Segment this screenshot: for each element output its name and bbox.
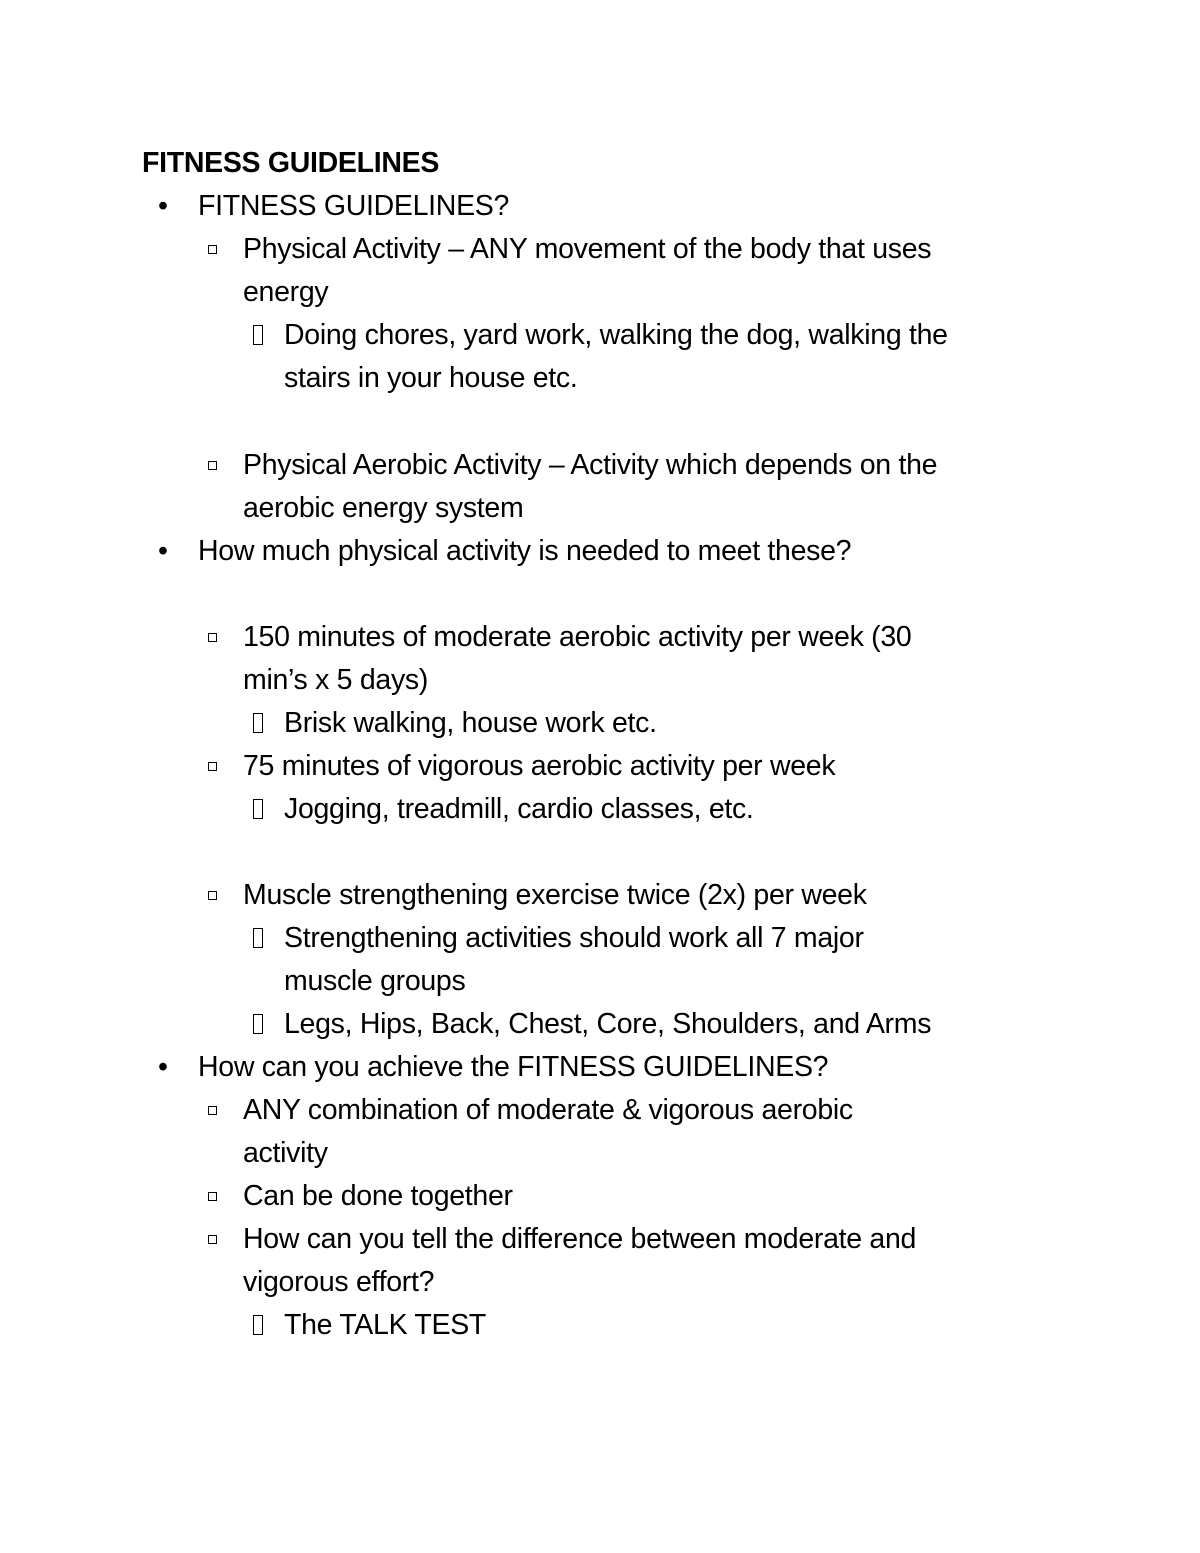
missing-glyph-bullet-icon <box>253 1003 265 1046</box>
square-bullet-icon <box>208 1175 220 1218</box>
list-item-continuation: muscle groups <box>284 965 466 997</box>
bullet-icon: • <box>158 535 168 567</box>
square-bullet-icon <box>208 616 220 659</box>
list-item: How can you achieve the FITNESS GUIDELINES? <box>198 1051 829 1083</box>
square-bullet-icon <box>208 745 220 788</box>
list-item: Doing chores, yard work, walking the dog, walking the <box>284 319 948 351</box>
list-item-continuation: aerobic energy system <box>243 492 524 524</box>
square-bullet-icon <box>208 1089 220 1132</box>
missing-glyph-bullet-icon <box>253 702 265 745</box>
list-item-continuation: stairs in your house etc. <box>284 362 578 394</box>
list-item: 150 minutes of moderate aerobic activity per week (30 <box>243 621 912 653</box>
list-item: 75 minutes of vigorous aerobic activity per week <box>243 750 836 782</box>
list-item-continuation: min’s x 5 days) <box>243 664 429 696</box>
list-item: ANY combination of moderate & vigorous aerobic <box>243 1094 853 1126</box>
square-bullet-icon <box>208 444 220 487</box>
list-item: Physical Aerobic Activity – Activity which depends on the <box>243 449 938 481</box>
list-item: Brisk walking, house work etc. <box>284 707 657 739</box>
list-item: Legs, Hips, Back, Chest, Core, Shoulders, and Arms <box>284 1008 932 1040</box>
list-item-continuation: activity <box>243 1137 328 1169</box>
square-bullet-icon <box>208 1218 220 1261</box>
square-bullet-icon <box>208 874 220 917</box>
square-bullet-icon <box>208 228 220 271</box>
list-item: Muscle strengthening exercise twice (2x) per week <box>243 879 867 911</box>
list-item: FITNESS GUIDELINES? <box>198 190 510 222</box>
list-item-continuation: energy <box>243 276 329 308</box>
missing-glyph-bullet-icon <box>253 917 265 960</box>
missing-glyph-bullet-icon <box>253 314 265 357</box>
list-item: Jogging, treadmill, cardio classes, etc. <box>284 793 754 825</box>
list-item: Strengthening activities should work all 7 major <box>284 922 864 954</box>
list-item: How much physical activity is needed to meet these? <box>198 535 852 567</box>
list-item: The TALK TEST <box>284 1309 487 1341</box>
document-title: FITNESS GUIDELINES <box>142 147 440 179</box>
missing-glyph-bullet-icon <box>253 1304 265 1347</box>
bullet-icon: • <box>158 190 168 222</box>
missing-glyph-bullet-icon <box>253 788 265 831</box>
list-item: Physical Activity – ANY movement of the body that uses <box>243 233 932 265</box>
list-item-continuation: vigorous effort? <box>243 1266 435 1298</box>
list-item: Can be done together <box>243 1180 513 1212</box>
list-item: How can you tell the difference between moderate and <box>243 1223 917 1255</box>
bullet-icon: • <box>158 1051 168 1083</box>
